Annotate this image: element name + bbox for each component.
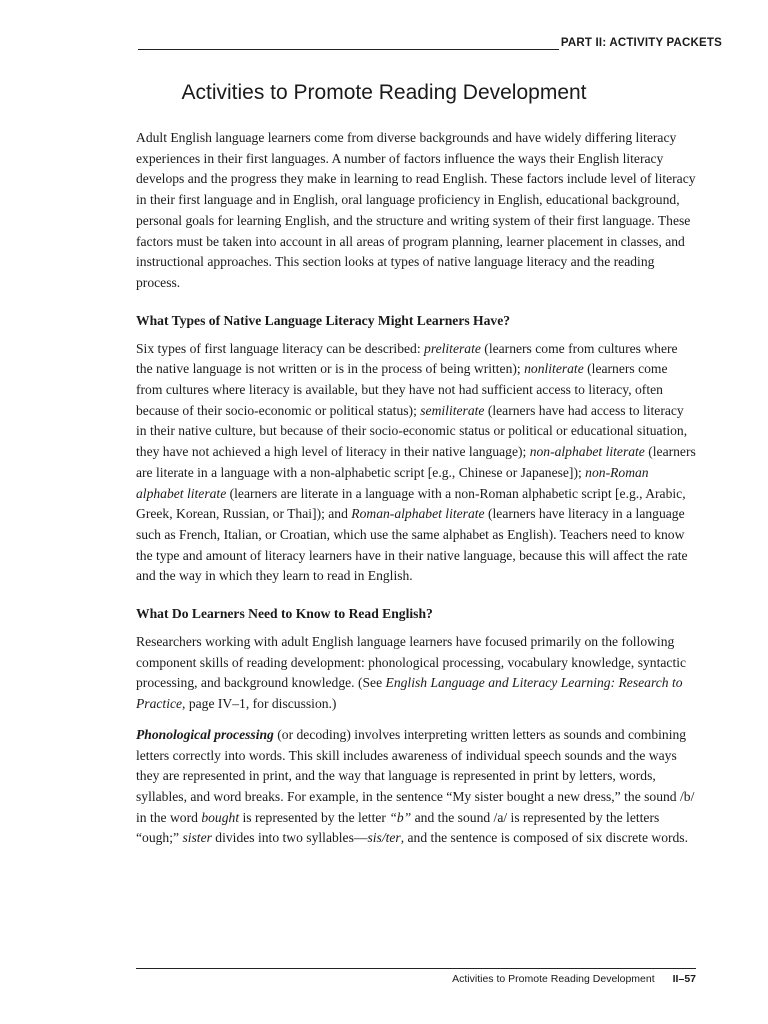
text-run: and the sound /a/ is represented by the letters “ough;”	[136, 809, 660, 846]
example-letter-b: “b”	[389, 809, 412, 825]
footer-title: Activities to Promote Reading Development	[452, 973, 655, 985]
term-semiliterate: semiliterate	[420, 402, 485, 418]
section-heading-literacy-types: What Types of Native Language Literacy Might Learners Have?	[136, 312, 511, 328]
text-run: (learners are literate in a language with a non-Roman alphabetic script [e.g., Arabic, Greek, Korean, Russian, or Thai]); and	[136, 485, 686, 522]
text-run: (learners are literate in a language with a non-alphabetic script [e.g., Chinese or Japanese]);	[136, 444, 696, 480]
text-run: Six types of first language literacy can be described:	[136, 340, 425, 356]
reading-skills-paragraph	[136, 632, 696, 715]
term-nonliterate: nonliterate	[524, 361, 584, 377]
header-section-label: PART II: ACTIVITY PACKETS	[560, 37, 722, 49]
example-word-bought: bought	[201, 809, 240, 825]
running-footer	[136, 968, 696, 985]
phonological-processing-paragraph	[136, 725, 696, 849]
section-heading-reading-skills: What Do Learners Need to Know to Read English?	[136, 606, 433, 622]
term-phonological-processing: Phonological processing	[136, 726, 274, 742]
header-rule	[138, 37, 559, 50]
page-title: Activities to Promote Reading Development	[181, 81, 587, 104]
intro-paragraph: Adult English language learners come from diverse backgrounds and have widely differing literacy experiences in their first languages. A number of factors influence the ways their English literacy develops and the progress they make in learning to read English. These factors include level of literacy in their first language and in English, oral language proficiency in English, educational background, personal goals for learning English, and the structure and writing system of their first language. These factors must be taken into account in all areas of program planning, learner placement in classes, and instructional approaches. This section looks at types of native language literacy and the reading process.	[136, 130, 696, 290]
reference-title: English Language and Literacy Learning: Research to Practice	[136, 675, 683, 712]
literacy-types-paragraph	[136, 339, 696, 587]
text-run: (learners come from cultures where the native language is not written or is in the process of being written);	[136, 340, 678, 377]
text-run: (learners have literacy in a language such as French, Italian, or Croatian, which use the same alphabet as English). Teachers need to know the type and amount of literacy learners have in their native language, because this will affect the rate and the way in which they learn to read in English.	[136, 506, 688, 584]
term-non-roman-alphabet-literate: non-Roman alphabet literate	[136, 464, 649, 501]
text-run: (or decoding) involves interpreting written letters as sounds and combining letters correctly into words. This skill includes awareness of individual speech sounds and the ways they are represented in print, and the way that language is represented in print by letters, words, syllables, and word breaks. For example, in the sentence “My sister bought a new dress,” the sound /b/ in the word	[136, 726, 695, 825]
text-run: , page IV–1, for discussion.)	[182, 696, 337, 712]
text-run: is represented by the letter	[239, 809, 390, 825]
running-header	[138, 36, 722, 50]
term-preliterate: preliterate	[424, 340, 481, 356]
text-run: divides into two syllables—	[211, 830, 368, 846]
text-run: , and the sentence is composed of six discrete words.	[400, 830, 688, 846]
page-number: II–57	[672, 973, 696, 985]
document-body	[136, 128, 696, 866]
term-roman-alphabet-literate: Roman-alphabet literate	[351, 506, 485, 522]
example-syllables: sis/ter	[367, 830, 401, 846]
text-run: (learners have had access to literacy in their native culture, but because of their socio-economic status or political or educational situation, they have not achieved a high level of literacy in their native language);	[136, 402, 688, 460]
text-run: (learners come from cultures where literacy is available, but they have not had sufficient access to literacy, often because of their socio-economic or political status);	[136, 361, 668, 418]
example-word-sister: sister	[182, 830, 212, 846]
text-run: Researchers working with adult English language learners have focused primarily on the following component skills of reading development: phonological processing, vocabulary knowledge, syntactic processing, and background knowledge. (See	[136, 634, 687, 691]
term-non-alphabet-literate: non-alphabet literate	[529, 444, 645, 460]
